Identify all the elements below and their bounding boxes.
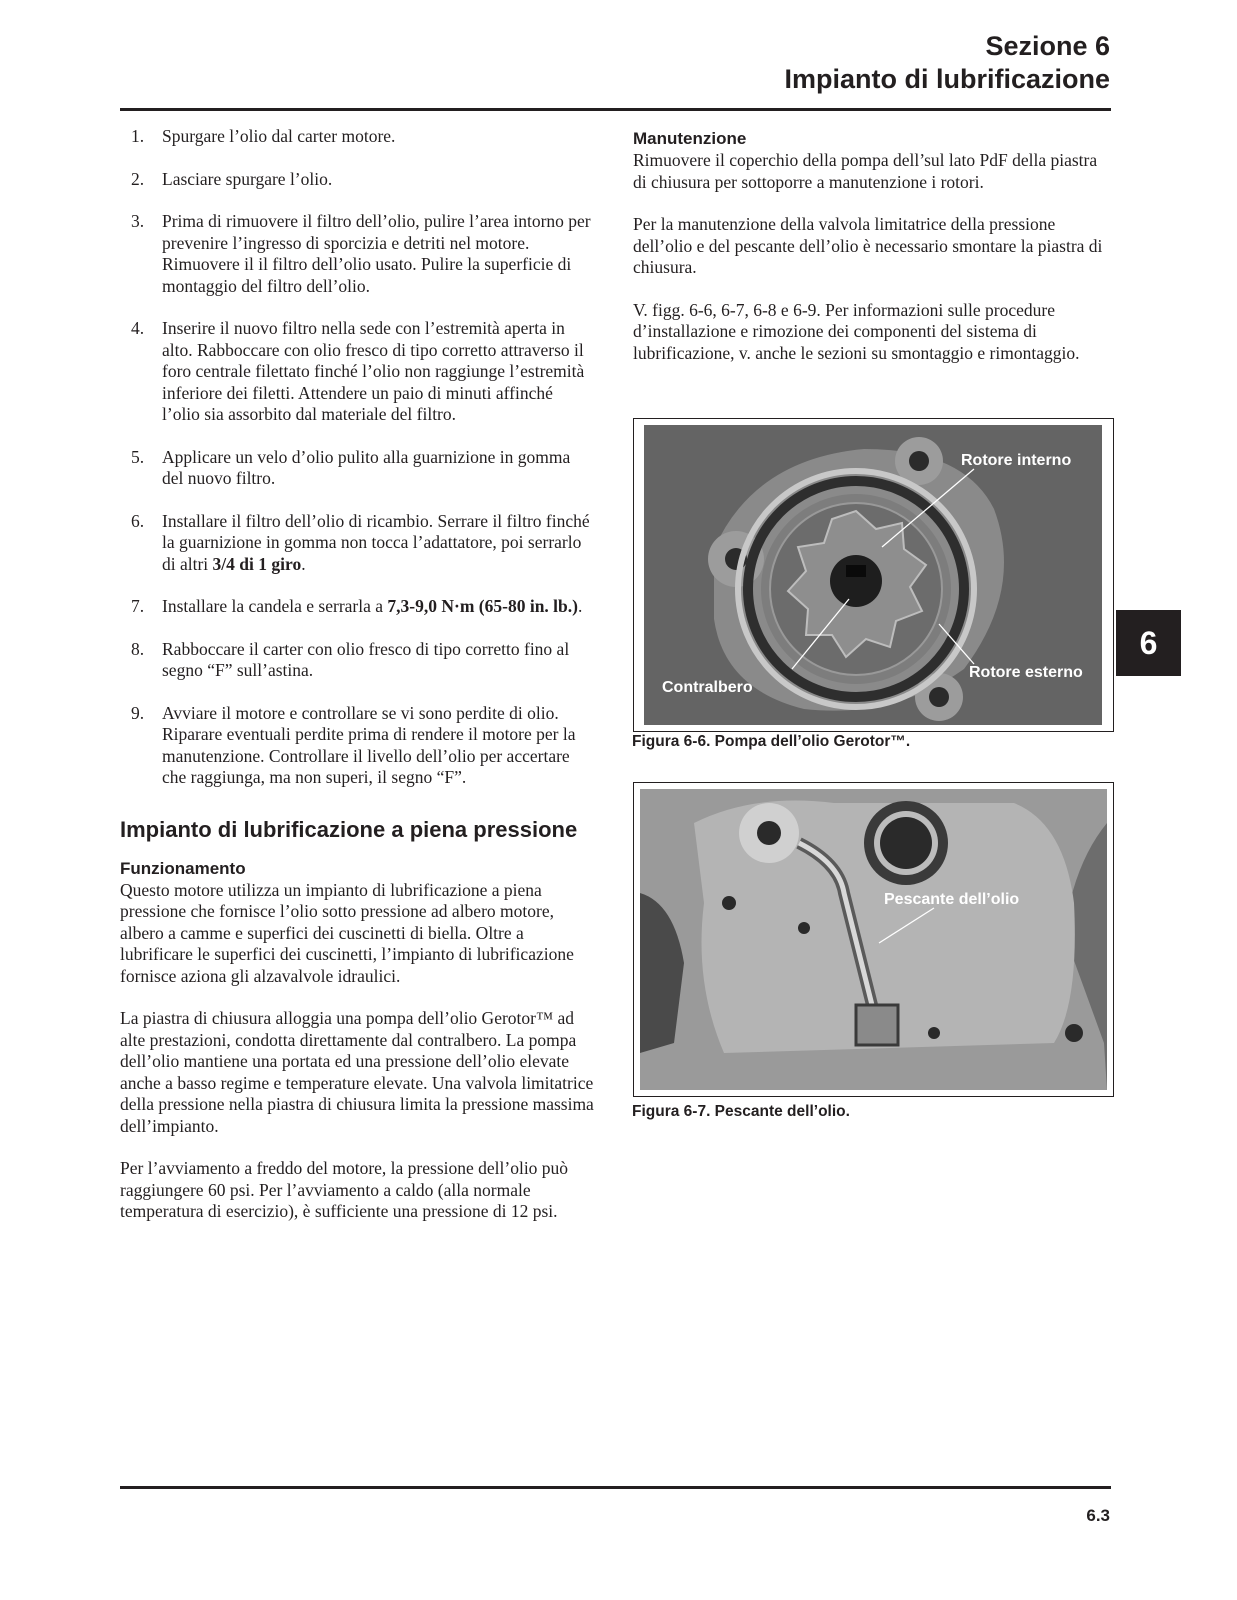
list-item [120, 211, 595, 297]
footer-rule [120, 1486, 1111, 1489]
step-text-end: . [577, 596, 583, 616]
header-rule [120, 108, 1111, 111]
step-emphasis: 7,3-9,0 N·m (65-80 in. lb.) [387, 596, 578, 616]
list-item [120, 639, 595, 682]
step-text: Spurgare l’olio dal carter motore. [162, 126, 396, 146]
label-counter-shaft: Contralbero [662, 679, 753, 696]
list-item [120, 318, 595, 426]
procedure-steps [120, 126, 595, 789]
section-title: Impianto di lubrificazione [784, 64, 1110, 94]
paragraph: Per la manutenzione della valvola limitatrice della pressione dell’olio e del pescante dell’olio è necessario smontare la piastra di chiusura. [633, 214, 1103, 277]
paragraph: V. figg. 6-6, 6-7, 6-8 e 6-9. Per informazioni sulle procedure d’installazione e rimozione dei componenti del sistema di lubrificazione, v. anche le sezioni su smontaggio e rimontaggio. [633, 299, 1080, 363]
paragraph: Per l’avviamento a freddo del motore, la pressione dell’olio può raggiungere 60 psi. Per l’avviamento a caldo (alla normale temperatura di esercizio), è sufficiente una pressione di 12 psi. [120, 1158, 569, 1221]
step-number: 7. [131, 596, 145, 616]
step-text: Inserire il nuovo filtro nella sede con l’estremità aperta in alto. Rabboccare con olio fresco di tipo corretto attraverso il foro centrale filettato finché l’olio non raggiunge l’estremità inferiore dei filetti. Attendere un paio di minuti affinché l’olio sia assorbito dal materiale del filtro. [162, 318, 585, 424]
step-number: 1. [131, 126, 145, 146]
section-tab: 6 [1116, 610, 1181, 676]
label-outer-rotor: Rotore esterno [969, 664, 1083, 681]
list-item [120, 126, 595, 148]
figure-gerotor-pump [633, 418, 1114, 732]
label-inner-rotor: Rotore interno [961, 452, 1072, 469]
step-text: Installare il filtro dell’olio di ricambio. Serrare il filtro finché la guarnizione in gomma non tocca l’adattatore, poi serrarlo di altri [162, 510, 590, 574]
step-text: Applicare un velo d’olio pulito alla guarnizione in gomma del nuovo filtro. [162, 446, 571, 488]
step-text: Prima di rimuovere il filtro dell’olio, pulire l’area intorno per prevenire l’ingresso di sporcizia e detriti nel motore. Rimuovere il il filtro dell’olio usato. Pulire la superficie di montaggio del filtro dell’olio. [162, 211, 591, 296]
figure-caption: Figura 6-7. Pescante dell’olio. [632, 1103, 850, 1120]
list-item [120, 703, 595, 789]
step-number: 4. [131, 318, 145, 338]
step-number: 3. [131, 211, 145, 231]
oil-pickup-photo [634, 783, 1113, 1096]
section-number: Sezione 6 [985, 31, 1110, 61]
figure-caption: Figura 6-6. Pompa dell’olio Gerotor™. [632, 733, 911, 750]
list-item [120, 447, 595, 490]
subsection-heading: Funzionamento [120, 858, 246, 878]
step-emphasis: 3/4 di 1 giro [212, 553, 302, 574]
step-text: Installare la candela e serrarla a [162, 596, 388, 616]
section-heading: Impianto di lubrificazione a piena pressione [120, 816, 578, 842]
left-column [120, 126, 595, 1244]
label-oil-pickup: Pescante dell’olio [884, 891, 1020, 908]
step-number: 8. [131, 638, 145, 659]
step-text-end: . [301, 553, 306, 574]
step-text: Lasciare spurgare l’olio. [162, 168, 333, 189]
paragraph: La piastra di chiusura alloggia una pompa dell’olio Gerotor™ ad alte prestazioni, condotta direttamente dal contralbero. La pompa dell’olio mantiene una portata ed una pressione dell’olio elevate anche a basso regime e temperature elevate. Una valvola limitatrice della pressione nella piastra di chiusura limita la pressione massima dell’impianto. [120, 1008, 594, 1136]
step-text: Rabboccare il carter con olio fresco di tipo corretto fino al segno “F” sull’astina. [162, 638, 570, 680]
figure-oil-pickup [633, 782, 1114, 1097]
step-number: 5. [131, 446, 145, 467]
page-number: 6.3 [1086, 1506, 1110, 1525]
gerotor-pump-photo [634, 419, 1113, 731]
step-text: Avviare il motore e controllare se vi sono perdite di olio. Riparare eventuali perdite prima di rendere il motore per la manutenzione. Controllare il livello dell’olio per accertare che raggiunga, ma non superi, il segno “F”. [162, 702, 576, 787]
step-number: 2. [131, 168, 145, 189]
right-column [633, 126, 1113, 385]
list-item [120, 596, 595, 618]
paragraph: Rimuovere il coperchio della pompa dell’sul lato PdF della piastra di chiusura per sottoporre a manutenzione i rotori. [633, 150, 1098, 192]
list-item [120, 511, 595, 576]
list-item [120, 169, 595, 191]
maintenance-heading: Manutenzione [633, 129, 747, 148]
page-header [784, 30, 1110, 96]
step-number: 9. [131, 702, 145, 723]
paragraph: Questo motore utilizza un impianto di lubrificazione a piena pressione che fornisce l’olio sotto pressione ad albero motore, albero a camme e superfici dei cuscinetti di biella. Oltre a lubrificare le superfici dei cuscinetti, l’impianto di lubrificazione fornisce aziona gli alzavalvole idraulici. [120, 879, 574, 986]
step-number: 6. [131, 510, 145, 531]
